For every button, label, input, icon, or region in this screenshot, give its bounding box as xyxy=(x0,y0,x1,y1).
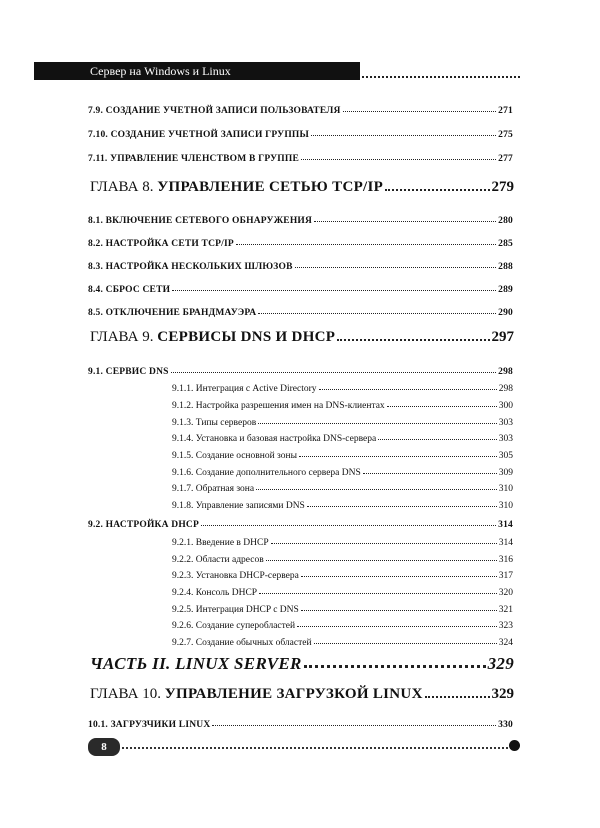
section-heading xyxy=(88,367,169,377)
entry-title: ОТКЛЮЧЕНИЕ БРАНДМАУЭРА xyxy=(105,308,257,318)
leader-dots xyxy=(337,339,489,341)
section-heading xyxy=(88,106,341,116)
toc-section-row xyxy=(88,120,513,140)
page-ref: 303 xyxy=(498,434,513,444)
toc-section-row xyxy=(88,96,513,116)
page-ref: 279 xyxy=(491,179,514,195)
running-header-title: Сервер на Windows и Linux xyxy=(90,64,231,78)
entry-number: 8.1. xyxy=(88,216,104,226)
leader-dots xyxy=(259,593,497,594)
leader-dots xyxy=(299,456,497,457)
leader-dots xyxy=(387,406,497,407)
page-ref: 314 xyxy=(498,538,513,548)
toc-section-row xyxy=(88,298,513,318)
page-ref: 288 xyxy=(498,262,513,272)
toc-section-row xyxy=(88,252,513,272)
leader-dots xyxy=(314,221,496,222)
toc-section-row xyxy=(88,144,513,164)
leader-dots xyxy=(378,439,497,440)
leader-dots xyxy=(201,525,496,526)
leader-dots xyxy=(256,489,497,490)
entry-title: НАСТРОЙКА СЕТИ TCP/IP xyxy=(105,239,234,249)
page-ref: 310 xyxy=(498,501,513,511)
entry-number: 9.2. xyxy=(88,520,104,530)
chapter-title: УПРАВЛЕНИЕ ЗАГРУЗКОЙ LINUX xyxy=(164,686,423,702)
entry-title: Обратная зона xyxy=(195,484,255,494)
page-ref: 277 xyxy=(498,154,513,164)
chapter-heading xyxy=(90,686,423,703)
entry-number: 9.2.6. xyxy=(172,621,194,631)
page-ref: 298 xyxy=(498,384,513,394)
toc-chapter-row xyxy=(90,322,514,346)
chapter-label: ГЛАВА 9. xyxy=(90,329,154,345)
leader-dots xyxy=(385,189,489,191)
chapter-label: ГЛАВА 10. xyxy=(90,686,161,702)
entry-title: СОЗДАНИЕ УЧЕТНОЙ ЗАПИСИ ПОЛЬЗОВАТЕЛЯ xyxy=(105,106,341,116)
subsection-heading xyxy=(172,638,312,648)
entry-title: ВКЛЮЧЕНИЕ СЕТЕВОГО ОБНАРУЖЕНИЯ xyxy=(105,216,313,226)
entry-title: СЕРВИС DNS xyxy=(105,367,169,377)
page-ref: 289 xyxy=(498,285,513,295)
page-ref: 285 xyxy=(498,239,513,249)
toc-section-row xyxy=(88,229,513,249)
entry-number: 10.1. xyxy=(88,720,108,730)
leader-dots xyxy=(271,543,497,544)
page-ref: 300 xyxy=(498,401,513,411)
chapter-label: ГЛАВА 8. xyxy=(90,179,154,195)
leader-dots xyxy=(171,372,497,373)
page-ref: 329 xyxy=(491,686,514,702)
entry-title: Интеграция с Active Directory xyxy=(195,384,317,394)
toc-chapter-row xyxy=(90,679,514,703)
entry-number: 9.1.2. xyxy=(172,401,194,411)
section-heading xyxy=(88,239,234,249)
chapter-heading xyxy=(90,329,335,346)
leader-dots xyxy=(295,267,497,268)
chapter-title: СЕРВИСЫ DNS И DHCP xyxy=(157,329,336,345)
entry-number: 9.1.1. xyxy=(172,384,194,394)
toc-part-row xyxy=(90,648,514,674)
section-heading xyxy=(88,720,210,730)
entry-number: 9.1.8. xyxy=(172,501,194,511)
section-heading xyxy=(88,154,299,164)
leader-dots xyxy=(236,244,496,245)
entry-number: 9.1.7. xyxy=(172,484,194,494)
page-ref: 323 xyxy=(498,621,513,631)
header-dotted-rule xyxy=(362,76,520,78)
entry-title: НАСТРОЙКА DHCP xyxy=(105,520,199,530)
entry-number: 9.2.1. xyxy=(172,538,194,548)
entry-number: 9.2.5. xyxy=(172,605,194,615)
toc-section-row xyxy=(88,510,513,530)
entry-number: 9.1.5. xyxy=(172,451,194,461)
entry-number: 8.3. xyxy=(88,262,104,272)
leader-dots xyxy=(301,576,497,577)
entry-number: 9.2.2. xyxy=(172,555,194,565)
page-ref: 298 xyxy=(498,367,513,377)
entry-number: 9.1.6. xyxy=(172,468,194,478)
leader-dots xyxy=(304,665,486,668)
leader-dots xyxy=(319,389,497,390)
section-heading xyxy=(88,216,312,226)
leader-dots xyxy=(212,725,496,726)
entry-title: СБРОС СЕТИ xyxy=(105,285,171,295)
chapter-title: УПРАВЛЕНИЕ СЕТЬЮ TCP/IP xyxy=(157,179,384,195)
page-ref: 320 xyxy=(498,588,513,598)
footer-bullet-icon xyxy=(509,740,520,751)
page-ref: 329 xyxy=(487,654,514,673)
toc-sub-row xyxy=(172,491,513,511)
page-ref: 305 xyxy=(498,451,513,461)
entry-title: ЗАГРУЗЧИКИ LINUX xyxy=(110,720,211,730)
page-ref: 297 xyxy=(491,329,514,345)
page-ref: 310 xyxy=(498,484,513,494)
entry-title: Интеграция DHCP с DNS xyxy=(195,605,299,615)
page-ref: 324 xyxy=(498,638,513,648)
entry-number: 8.2. xyxy=(88,239,104,249)
section-heading xyxy=(88,262,293,272)
page-ref: 330 xyxy=(498,720,513,730)
section-heading xyxy=(88,308,256,318)
page-number-badge: 8 xyxy=(88,738,120,756)
page-ref: 303 xyxy=(498,418,513,428)
leader-dots xyxy=(258,313,496,314)
leader-dots xyxy=(343,111,497,112)
leader-dots xyxy=(301,159,496,160)
entry-title: Создание обычных областей xyxy=(195,638,312,648)
toc-sub-row xyxy=(172,628,513,648)
entry-number: 9.1.4. xyxy=(172,434,194,444)
entry-title: Типы серверов xyxy=(195,418,257,428)
section-heading xyxy=(88,285,170,295)
entry-number: 9.1. xyxy=(88,367,104,377)
part-title: ЧАСТЬ II. LINUX SERVER xyxy=(90,654,302,673)
page-ref: 316 xyxy=(498,555,513,565)
entry-number: 8.5. xyxy=(88,308,104,318)
chapter-heading xyxy=(90,179,383,196)
leader-dots xyxy=(311,135,496,136)
page-ref: 309 xyxy=(498,468,513,478)
entry-title: Области адресов xyxy=(195,555,264,565)
leader-dots xyxy=(297,626,497,627)
entry-number: 7.10. xyxy=(88,130,108,140)
leader-dots xyxy=(172,290,496,291)
page-ref: 271 xyxy=(498,106,513,116)
entry-title: Установка DHCP-сервера xyxy=(195,571,299,581)
toc-section-row xyxy=(88,710,513,730)
entry-title: Создание суперобластей xyxy=(195,621,296,631)
page-ref: 280 xyxy=(498,216,513,226)
toc-section-row xyxy=(88,275,513,295)
entry-number: 8.4. xyxy=(88,285,104,295)
leader-dots xyxy=(425,696,490,698)
page-ref: 290 xyxy=(498,308,513,318)
entry-title: Настройка разрешения имен на DNS-клиентах xyxy=(195,401,385,411)
leader-dots xyxy=(307,506,497,507)
page-ref: 314 xyxy=(498,520,513,530)
entry-number: 7.11. xyxy=(88,154,108,164)
entry-title: Создание основной зоны xyxy=(195,451,297,461)
entry-number: 9.2.7. xyxy=(172,638,194,648)
section-heading xyxy=(88,130,309,140)
entry-number: 9.2.3. xyxy=(172,571,194,581)
entry-title: Управление записями DNS xyxy=(195,501,305,511)
entry-title: УПРАВЛЕНИЕ ЧЛЕНСТВОМ В ГРУППЕ xyxy=(110,154,300,164)
entry-title: НАСТРОЙКА НЕСКОЛЬКИХ ШЛЮЗОВ xyxy=(105,262,293,272)
page-ref: 275 xyxy=(498,130,513,140)
entry-title: Установка и базовая настройка DNS-сервера xyxy=(195,434,377,444)
page-ref: 317 xyxy=(498,571,513,581)
entry-title: Введение в DHCP xyxy=(195,538,269,548)
toc-section-row xyxy=(88,206,513,226)
page-ref: 321 xyxy=(498,605,513,615)
toc-chapter-row xyxy=(90,172,514,196)
entry-title: Консоль DHCP xyxy=(195,588,258,598)
entry-number: 7.9. xyxy=(88,106,104,116)
entry-number: 9.2.4. xyxy=(172,588,194,598)
entry-number: 9.1.3. xyxy=(172,418,194,428)
footer-dotted-rule xyxy=(122,747,512,749)
entry-title: Создание дополнительного сервера DNS xyxy=(195,468,361,478)
leader-dots xyxy=(314,643,497,644)
entry-title: СОЗДАНИЕ УЧЕТНОЙ ЗАПИСИ ГРУППЫ xyxy=(110,130,310,140)
